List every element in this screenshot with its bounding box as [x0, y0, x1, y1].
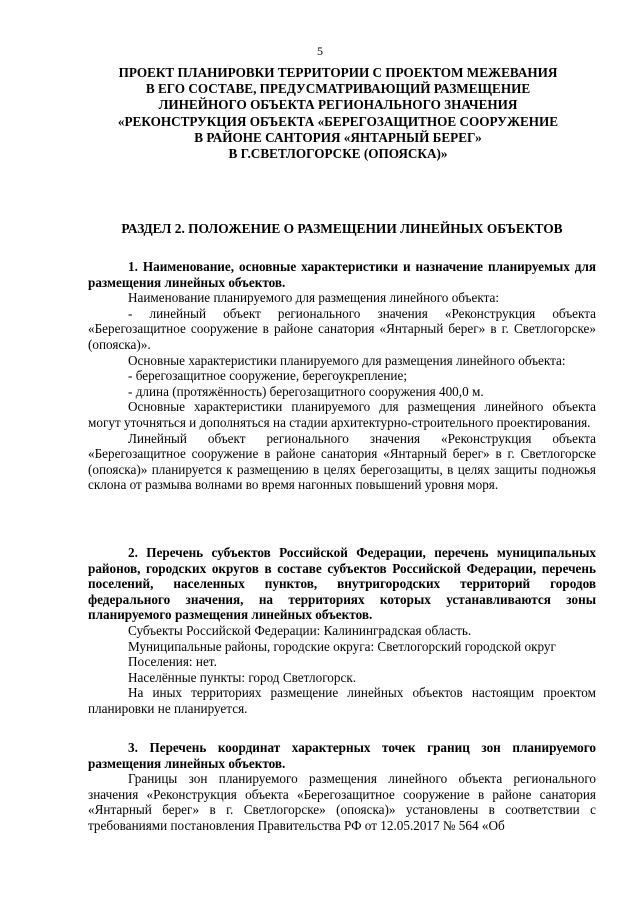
- paragraph: Наименование планируемого для размещения линейного объекта:: [128, 290, 500, 306]
- subsection-3-heading: 3. Перечень координат характерных точек границ зон планируемого размещения линейных объектов.: [88, 740, 596, 771]
- subsection-1: [88, 259, 596, 493]
- paragraph: - берегозащитное сооружение, берегоукрепление;: [128, 368, 408, 384]
- page-number: 5: [317, 44, 323, 58]
- paragraph: Основные характеристики планируемого для размещения линейного объекта могут уточняться и дополняться на стадии архитектурно-строительного проектирования.: [88, 399, 596, 430]
- title-line: «РЕКОНСТРУКЦИЯ ОБЪЕКТА «БЕРЕГОЗАЩИТНОЕ СООРУЖЕНИЕ: [117, 113, 559, 129]
- subsection-2: [88, 545, 596, 717]
- paragraph: Субъекты Российской Федерации: Калининградская область.: [128, 622, 472, 638]
- paragraph: Линейный объект регионального значения «Реконструкция объекта «Берегозащитное сооружение в районе санатория «Янтарный берег» в г. Светлогорске (опояска)» планируется к размещению в целях берегозащиты, в целях защиты подножья склона от размыва волнами во время нагонных повышений уровня моря.: [88, 430, 596, 493]
- paragraph: Поселения: нет.: [128, 654, 217, 670]
- title-line: В ЕГО СОСТАВЕ, ПРЕДУСМАТРИВАЮЩИЙ РАЗМЕЩЕНИЕ: [145, 81, 531, 97]
- title-line: В Г.СВЕТЛОГОРСКЕ (ОПОЯСКА)»: [228, 146, 448, 162]
- paragraph: Границы зон планируемого размещения линейного объекта регионального значения «Реконструкция объекта «Берегозащитное сооружение в районе санатория «Янтарный берег» в г. Светлогорске» (опояска)» установлены в соответствии с требованиями постановления Правительства РФ от 12.05.2017 № 564 «Об: [88, 771, 596, 833]
- paragraph: - линейный объект регионального значения «Реконструкция объекта «Берегозащитное сооружение в районе санатория «Янтарный берег» в г. Светлогорске» (опояска)».: [88, 305, 596, 352]
- title-line: ПРОЕКТ ПЛАНИРОВКИ ТЕРРИТОРИИ С ПРОЕКТОМ МЕЖЕВАНИЯ: [118, 65, 558, 80]
- paragraph: На иных территориях размещение линейных объектов настоящим проектом планировки не планируется.: [88, 685, 596, 716]
- title-line: ЛИНЕЙНОГО ОБЪЕКТА РЕГИОНАЛЬНОГО ЗНАЧЕНИЯ: [158, 97, 518, 113]
- title-line: В РАЙОНЕ САНТОРИЯ «ЯНТАРНЫЙ БЕРЕГ»: [194, 129, 482, 145]
- paragraph: Муниципальные районы, городские округа: Светлогорский городской округ: [128, 638, 556, 654]
- subsection-3: [88, 740, 596, 834]
- document-title: [80, 65, 596, 162]
- section-heading: РАЗДЕЛ 2. ПОЛОЖЕНИЕ О РАЗМЕЩЕНИИ ЛИНЕЙНЫХ ОБЪЕКТОВ: [121, 221, 563, 236]
- subsection-1-heading: 1. Наименование, основные характеристики и назначение планируемых для размещения линейных объектов.: [88, 259, 596, 290]
- paragraph: - длина (протяжённость) берегозащитного сооружения 400,0 м.: [128, 383, 484, 399]
- subsection-2-heading: 2. Перечень субъектов Российской Федерации, перечень муниципальных районов, городских округов в составе субъектов Российской Федерации, перечень поселений, населенных пунктов, внутригородских территорий городов федерального значения, на территориях которых устанавливаются зоны планируемого размещения линейных объектов.: [88, 545, 596, 623]
- paragraph: Населённые пункты: город Светлогорск.: [128, 669, 357, 685]
- paragraph: Основные характеристики планируемого для размещения линейного объекта:: [128, 352, 566, 368]
